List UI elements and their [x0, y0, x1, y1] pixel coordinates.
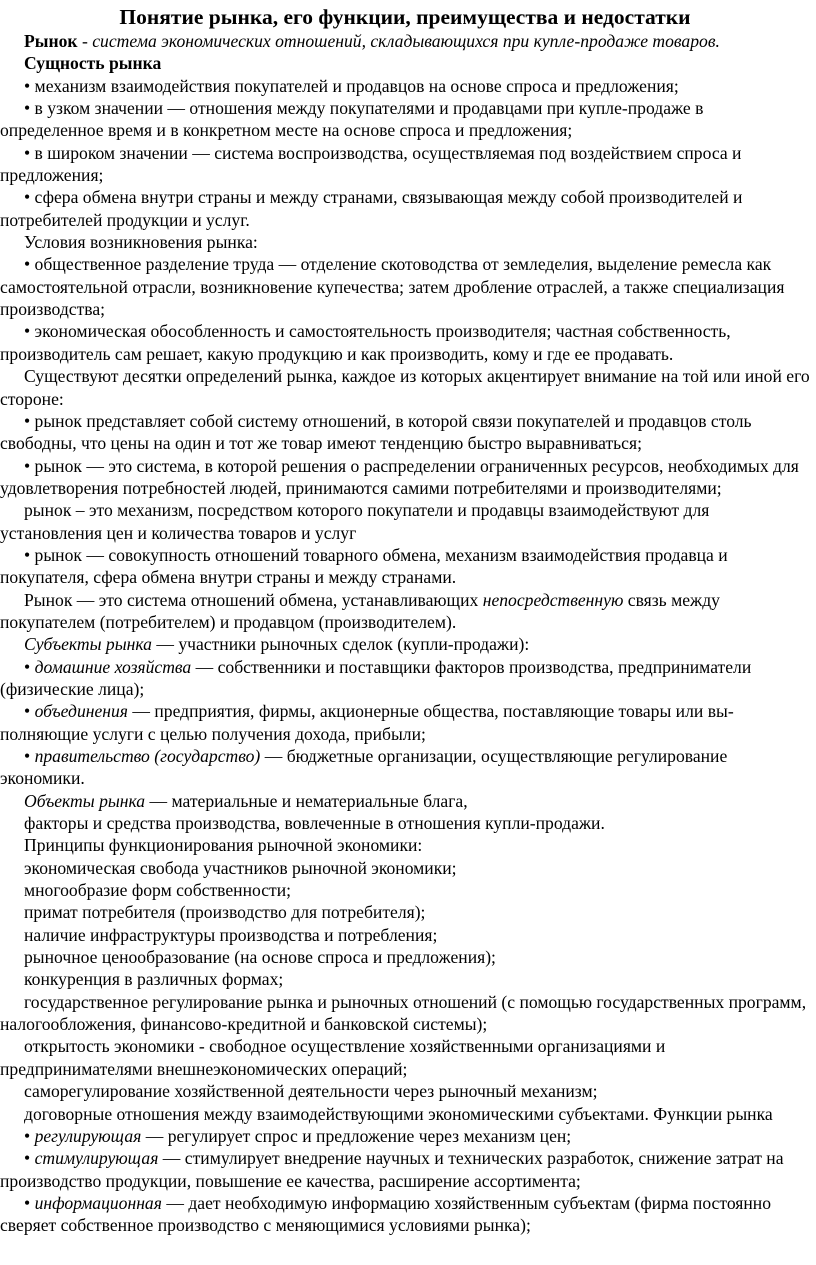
paragraph — [0, 633, 810, 655]
text-segment: — участники рыночных сделок (купли-продажи): — [151, 634, 530, 655]
paragraph — [0, 857, 810, 879]
text-segment: Существуют десятки определений рынка, каждое из которых акцентирует внимание на той или иной его стороне: — [0, 366, 810, 409]
text-segment: — регулирует спрос и предложение через механизм цен; — [141, 1125, 572, 1146]
document-body — [0, 30, 810, 1237]
text-segment: • — [24, 656, 35, 677]
paragraph — [0, 365, 810, 410]
text-segment: — материальные и нематериальные блага, — [145, 790, 468, 811]
paragraph — [0, 1080, 810, 1102]
italic-text: стимулирующая — [34, 1148, 159, 1169]
text-segment: наличие инфраструктуры производства и потребления; — [24, 924, 438, 945]
text-segment: многообразие форм собственности; — [24, 880, 292, 901]
paragraph — [0, 968, 810, 990]
text-segment: • рынок — это система, в которой решения о распределении ограниченных ресурсов, необходимых для удовлетворения потребностей людей, принимаются самими потребителями и производителями; — [0, 455, 799, 498]
page-title: Понятие рынка, его функции, преимущества и недостатки — [119, 5, 691, 29]
italic-text: информационная — [34, 1192, 162, 1213]
paragraph — [0, 745, 810, 790]
paragraph — [0, 97, 810, 142]
paragraph — [0, 75, 810, 97]
paragraph — [0, 991, 810, 1036]
text-segment: • рынок представляет собой систему отношений, в которой связи покупателей и продавцов столь свободны, что цены на один и тот же товар имеют тенденцию быстро выравниваться; — [0, 410, 752, 454]
paragraph — [0, 656, 810, 701]
paragraph — [0, 812, 810, 834]
paragraph — [0, 589, 810, 634]
paragraph — [0, 52, 810, 74]
text-segment: экономическая свобода участников рыночной экономики; — [24, 857, 457, 878]
text-segment: • — [24, 701, 35, 722]
text-segment: • — [24, 1148, 35, 1169]
bold-text: Рынок — [24, 31, 78, 51]
text-segment: • — [24, 1125, 35, 1146]
text-segment: • — [24, 746, 35, 766]
text-segment: • общественное разделение труда — отделение скотоводства от земледелия, выделение ремесла как самостоятельной отрасли, возникновение купечества; затем дробление отраслей, а также специализация производства; — [0, 254, 785, 320]
paragraph — [0, 1035, 810, 1080]
text-segment: — бюджетные организации, осуществляющие регулирование экономики. — [0, 746, 728, 789]
paragraph — [0, 879, 810, 901]
text-segment: договорные отношения между взаимодействующими экономическими субъектами. Функции рынка — [24, 1103, 773, 1124]
text-segment: — предприятия, фирмы, акционерные общества, поставляющие товары или вы-полняющие услуги с целью получения дохода, прибыли; — [0, 701, 734, 744]
text-segment: факторы и средства производства, вовлеченные в отношения купли-продажи. — [24, 813, 605, 834]
text-segment: рынок – это механизм, посредством которого покупатели и продавцы взаимодействуют для установления цен и количества товаров и услуг — [0, 500, 710, 543]
bold-text: Сущность рынка — [24, 53, 162, 74]
paragraph — [0, 410, 810, 455]
italic-text: объединения — [34, 701, 128, 722]
paragraph — [0, 30, 810, 52]
text-segment: конкуренция в различных формах; — [24, 969, 284, 990]
paragraph — [0, 186, 810, 231]
paragraph — [0, 1125, 810, 1147]
text-segment: — стимулирует внедрение научных и технических разработок, снижение затрат на производство продукции, повышение ее качества, расширение ассортимента; — [0, 1148, 784, 1191]
paragraph — [0, 499, 810, 544]
text-segment: Рынок — это система отношений обмена, устанавливающих — [24, 589, 483, 610]
paragraph — [0, 1103, 810, 1125]
text-segment: • — [24, 1192, 35, 1213]
text-segment: саморегулирование хозяйственной деятельности через рыночный механизм; — [24, 1081, 598, 1102]
text-segment: Условия возникновения рынка: — [24, 232, 258, 253]
italic-text: Субъекты рынка — [24, 634, 152, 655]
text-segment: примат потребителя (производство для потребителя); — [24, 902, 426, 923]
text-segment: • в узком значении — отношения между покупателями и продавцами при купле-продаже в определенное время и в конкретном месте на основе спроса и предложения; — [0, 98, 704, 141]
paragraph — [0, 946, 810, 968]
italic-text: правительство (государство) — [34, 746, 261, 766]
italic-text: система экономических отношений, складывающихся при купле-продаже товаров. — [92, 31, 720, 51]
italic-text: непосредственную — [482, 589, 624, 610]
italic-text: Объекты рынка — [24, 790, 146, 811]
paragraph — [0, 1192, 810, 1237]
paragraph — [0, 253, 810, 320]
text-segment: • рынок — совокупность отношений товарного обмена, механизм взаимодействия продавца и покупателя, сфера обмена внутри страны и между странами. — [0, 544, 728, 588]
text-segment: • экономическая обособленность и самостоятельность производителя; частная собственность, производитель сам решает, какую продукцию и как производить, кому и где ее продавать. — [0, 321, 731, 364]
paragraph — [0, 700, 810, 745]
text-segment: • сфера обмена внутри страны и между странами, связывающая между собой производителей и потребителей продукции и услуг. — [0, 187, 743, 230]
text-segment: • механизм взаимодействия покупателей и продавцов на основе спроса и предложения; — [24, 75, 679, 96]
text-segment: связь между покупателем (потребителем) и продавцом (производителем). — [0, 589, 720, 632]
text-segment: Принципы функционирования рыночной экономики: — [24, 835, 423, 856]
italic-text: регулирующая — [34, 1125, 142, 1146]
text-segment: - — [77, 31, 93, 51]
text-segment: • в широком значении — система воспроизводства, осуществляемая под воздействием спроса и предложения; — [0, 142, 742, 186]
text-segment: — дает необходимую информацию хозяйственным субъектам (фирма постоянно сверяет собственное производство с меняющимися условиями рынка); — [0, 1192, 772, 1236]
paragraph — [0, 142, 810, 187]
paragraph — [0, 544, 810, 589]
paragraph — [0, 231, 810, 253]
paragraph — [0, 901, 810, 923]
paragraph — [0, 834, 810, 856]
text-segment: рыночное ценообразование (на основе спроса и предложения); — [24, 947, 496, 968]
paragraph — [0, 455, 810, 500]
text-segment: государственное регулирование рынка и рыночных отношений (с помощью государственных программ, налогообложения, финансово-кредитной и банковской системы); — [0, 991, 807, 1035]
text-segment: открытость экономики - свободное осуществление хозяйственными организациями и предпринимателями внешнеэкономических операций; — [0, 1036, 666, 1079]
text-segment: — собственники и поставщики факторов производства, предприниматели (физические лица); — [0, 656, 752, 699]
paragraph — [0, 320, 810, 365]
italic-text: домашние хозяйства — [34, 656, 192, 677]
paragraph — [0, 1147, 810, 1192]
paragraph — [0, 924, 810, 946]
paragraph — [0, 790, 810, 812]
